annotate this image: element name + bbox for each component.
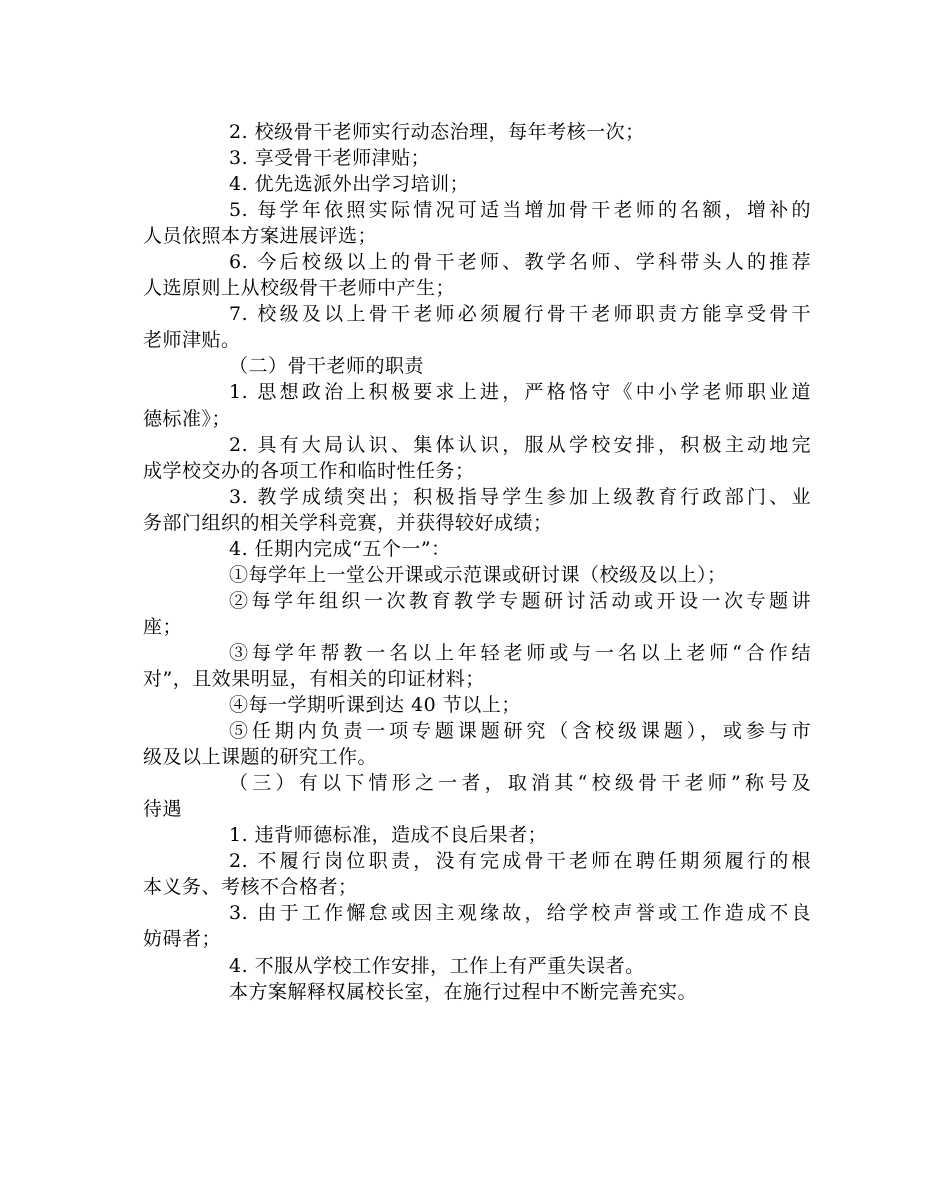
paragraph-line: 3. 教学成绩突出；积极指导学生参加上级教育行政部门、业 [229, 485, 811, 508]
list-item-line: ⑤任期内负责一项专题课题研究（含校级课题），或参与市 [229, 720, 811, 743]
paragraph-line: 2. 具有大局认识、集体认识，服从学校安排，积极主动地完 [229, 433, 811, 456]
closing-statement: 本方案解释权属校长室，在施行过程中不断完善充实。 [229, 980, 698, 1003]
paragraph-line: 4. 优先选派外出学习培训； [229, 173, 470, 196]
list-item-line: 座； [143, 615, 183, 638]
paragraph-line: 1. 思想政治上积极要求上进，严格恪守《中小学老师职业道 [229, 381, 811, 404]
paragraph-line: 4. 任期内完成“五个一”： [229, 537, 451, 560]
section-heading: （二）骨干老师的职责 [229, 355, 425, 378]
paragraph-line: 老师津贴。 [143, 329, 241, 352]
list-item-line: ④每一学期听课到达 40 节以上； [229, 694, 521, 717]
paragraph-line: 2. 校级骨干老师实行动态治理，每年考核一次； [229, 121, 645, 143]
paragraph-line: 6. 今后校级以上的骨干老师、教学名师、学科带头人的推荐 [229, 251, 811, 274]
section-heading: 待遇 [143, 798, 183, 821]
paragraph-line: 成学校交办的各项工作和临时性任务； [143, 459, 475, 482]
paragraph-line: 德标准》； [143, 407, 232, 430]
paragraph-line: 妨碍者； [143, 928, 222, 951]
paragraph-line: 2. 不履行岗位职责，没有完成骨干老师在聘任期须履行的根 [229, 850, 811, 873]
paragraph-line: 人员依照本方案进展评选； [143, 225, 378, 248]
section-heading: （三）有以下情形之一者，取消其“校级骨干老师”称号及 [229, 772, 811, 795]
list-item-line: 对”，且效果明显，有相关的印证材料； [143, 667, 485, 690]
paragraph-line: 4. 不服从学校工作安排，工作上有严重失误者。 [229, 954, 645, 977]
paragraph-line: 3. 由于工作懈怠或因主观缘故，给学校声誉或工作造成不良 [229, 902, 811, 925]
paragraph-line: 1. 违背师德标准，造成不良后果者； [229, 824, 548, 847]
document-body [143, 119, 811, 1005]
paragraph-line: 务部门组织的相关学科竞赛，并获得较好成绩； [143, 511, 553, 534]
paragraph-line: 本义务、考核不合格者； [143, 876, 358, 899]
list-item-line: ①每学年上一堂公开课或示范课或研讨课（校级及以上）； [229, 563, 727, 586]
list-item-line: ②每学年组织一次教育教学专题研讨活动或开设一次专题讲 [229, 589, 811, 612]
paragraph-line: 7. 校级及以上骨干老师必须履行骨干老师职责方能享受骨干 [229, 303, 811, 326]
list-item-line: ③每学年帮教一名以上年轻老师或与一名以上老师“合作结 [229, 641, 811, 664]
list-item-line: 级及以上课题的研究工作。 [143, 746, 378, 769]
paragraph-line: 5. 每学年依照实际情况可适当增加骨干老师的名额，增补的 [229, 199, 811, 222]
paragraph-line: 人选原则上从校级骨干老师中产生； [143, 277, 456, 300]
paragraph-line: 3. 享受骨干老师津贴； [229, 147, 431, 170]
